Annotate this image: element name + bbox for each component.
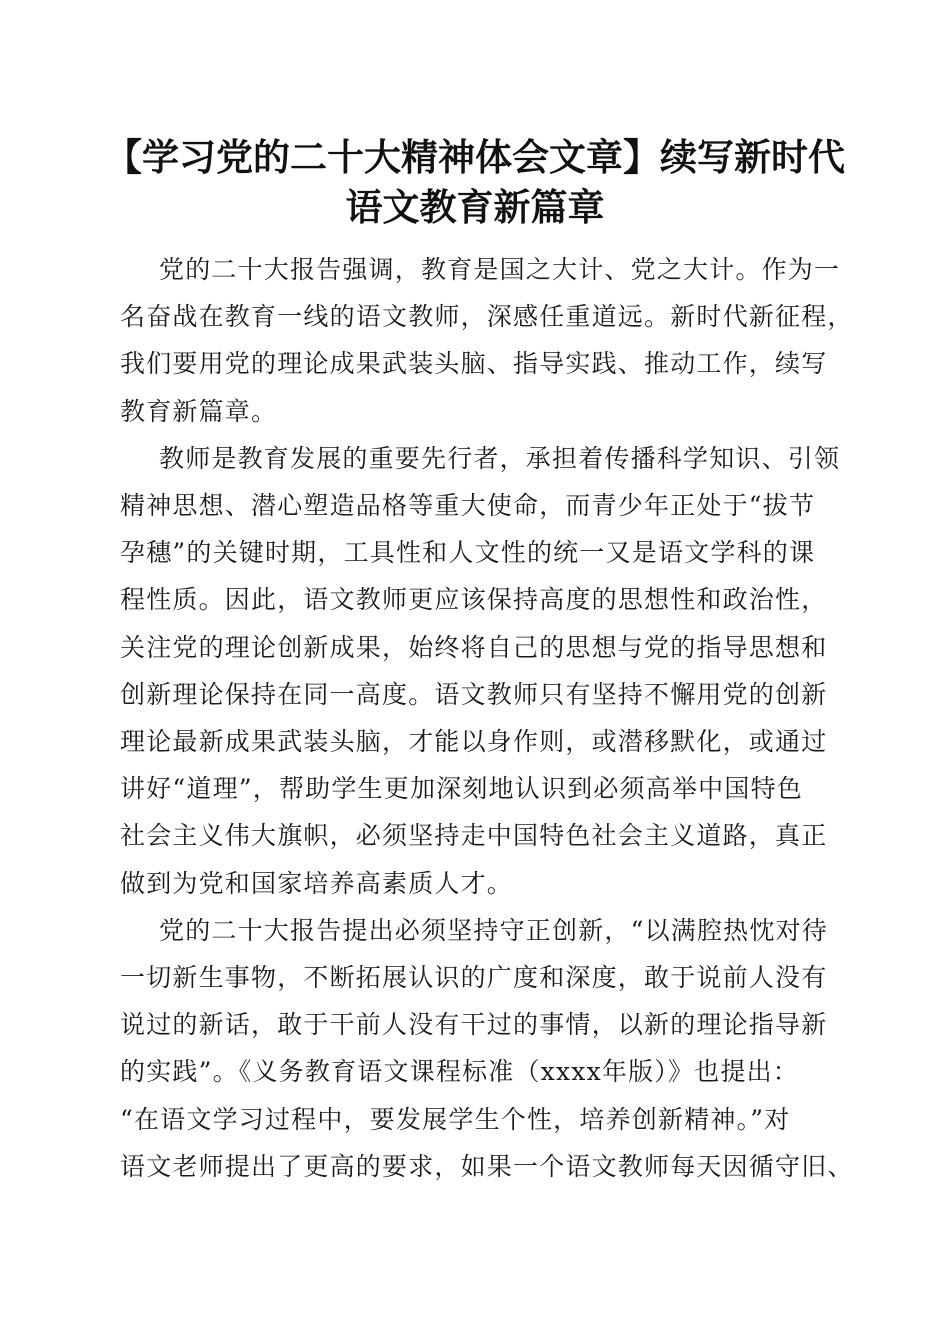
paragraph-line: 理论最新成果武装头脑，才能以身作则，或潜移默化，或通过 xyxy=(120,727,828,757)
paragraph-line: 做到为党和国家培养高素质人才。 xyxy=(120,868,514,898)
paragraph-1 xyxy=(120,246,854,435)
document-title xyxy=(100,132,850,232)
paragraph-line: 孕穗”的关键时期，工具性和人文性的统一又是语文学科的课 xyxy=(120,538,816,568)
title-line-1: 【学习党的二十大精神体会文章】续写新时代 xyxy=(105,135,845,179)
paragraph-line: 精神思想、潜心塑造品格等重大使命，而青少年正处于“拔节 xyxy=(120,491,816,521)
paragraph-line: 关注党的理论创新成果，始终将自己的思想与党的指导思想和 xyxy=(120,632,828,662)
document-body xyxy=(120,246,854,1190)
paragraph-line: 教师是教育发展的重要先行者，承担着传播科学知识、引领 xyxy=(159,443,841,473)
paragraph-line: 说过的新话，敢于干前人没有干过的事情，以新的理论指导新 xyxy=(120,1010,828,1040)
paragraph-line: 讲好“道理”，帮助学生更加深刻地认识到必须高举中国特色 xyxy=(120,774,803,804)
paragraph-line: 语文老师提出了更高的要求，如果一个语文教师每天因循守旧、 xyxy=(120,1151,854,1181)
paragraph-line: 程性质。因此，语文教师更应该保持高度的思想性和政治性， xyxy=(120,585,828,615)
paragraph-line: 的实践”。《义务教育语文课程标准（xxxx年版）》也提出： xyxy=(120,1057,799,1087)
paragraph-line: 一切新生事物，不断拓展认识的广度和深度，敢于说前人没有 xyxy=(120,963,828,993)
paragraph-line: 教育新篇章。 xyxy=(120,396,278,426)
paragraph-line: 名奋战在教育一线的语文教师，深感任重道远。新时代新征程， xyxy=(120,302,854,332)
paragraph-line: 创新理论保持在同一高度。语文教师只有坚持不懈用党的创新 xyxy=(120,679,828,709)
paragraph-2 xyxy=(120,435,841,907)
paragraph-line: 党的二十大报告提出必须坚持守正创新，“以满腔热忱对待 xyxy=(159,915,828,945)
paragraph-3 xyxy=(120,907,854,1190)
paragraph-line: “在语文学习过程中，要发展学生个性，培养创新精神。”对 xyxy=(120,1104,791,1134)
paragraph-line: 党的二十大报告强调，教育是国之大计、党之大计。作为一 xyxy=(159,255,841,284)
paragraph-line: 社会主义伟大旗帜，必须坚持走中国特色社会主义道路，真正 xyxy=(120,821,828,851)
title-line-2: 语文教育新篇章 xyxy=(345,185,605,229)
paragraph-line: 我们要用党的理论成果武装头脑、指导实践、推动工作，续写 xyxy=(120,349,828,379)
